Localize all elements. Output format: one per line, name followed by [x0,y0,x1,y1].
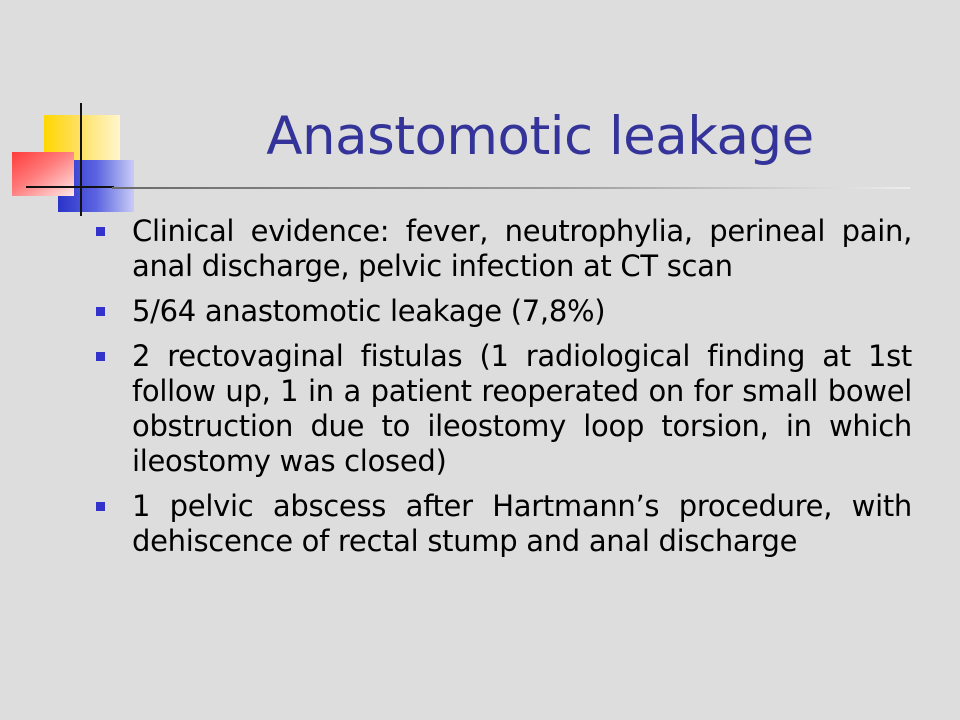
square-bullet-icon [96,307,105,316]
title-divider [112,187,910,189]
logo-red-square [12,152,74,196]
bullet-text: 1 pelvic abscess after Hartmann’s procedure, with dehiscence of rectal stump and anal discharge [132,489,912,558]
bullet-text: 2 rectovaginal fistulas (1 radiological finding at 1st follow up, 1 in a patient reoperated on for small bowel obstruction due to ileostomy loop torsion, in which ileostomy was closed) [132,339,912,478]
slide-title: Anastomotic leakage [266,106,814,167]
bullet-item [96,489,912,559]
bullet-text: 5/64 anastomotic leakage (7,8%) [132,294,606,328]
bullet-item [96,339,912,479]
square-bullet-icon [96,502,105,511]
bullet-list [96,214,912,569]
bullet-text: Clinical evidence: fever, neutrophylia, perineal pain, anal discharge, pelvic infection at CT scan [132,214,912,283]
logo-vertical-line [80,103,82,216]
square-bullet-icon [96,227,105,236]
bullet-item [96,214,912,284]
logo-horizontal-line [26,186,114,188]
bullet-item [96,294,912,329]
square-bullet-icon [96,352,105,361]
